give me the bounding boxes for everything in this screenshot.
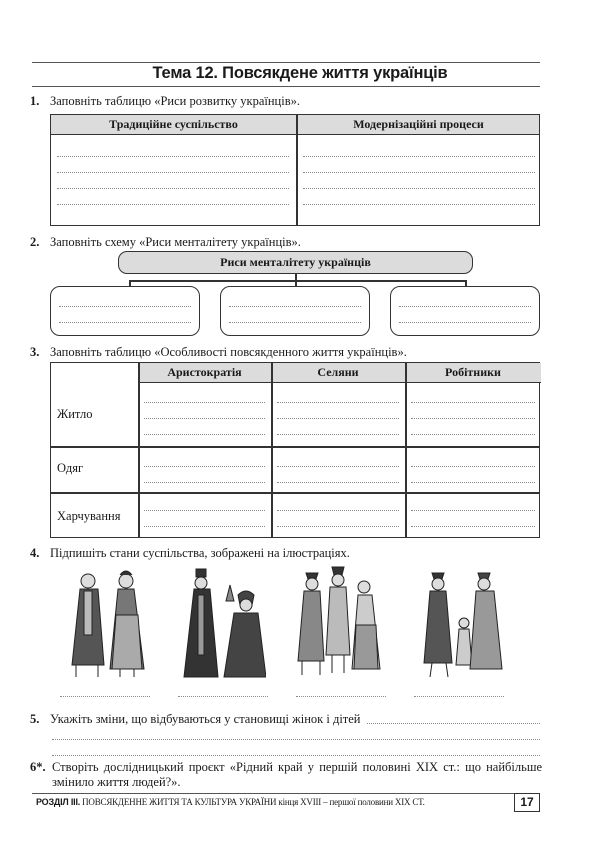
footer-text: ПОВСЯКДЕННЕ ЖИТТЯ ТА КУЛЬТУРА УКРАЇНИ кінця XVIII – першої половини XIX СТ. <box>82 797 425 807</box>
page-title: Тема 12. Повсякдене життя українців <box>152 64 448 82</box>
question-text: Укажіть зміни, що відбуваються у становищі жінок і дітей <box>50 712 361 726</box>
footer-section: РОЗДІЛ ІІІ. <box>36 797 81 807</box>
footer <box>36 797 425 807</box>
caption-line-4[interactable] <box>414 696 504 697</box>
cell-food-workers[interactable] <box>411 495 535 527</box>
question-text: Заповніть таблицю «Риси розвитку українців». <box>50 94 300 108</box>
caption-line-2[interactable] <box>178 696 268 697</box>
cell-clothing-aristocracy[interactable] <box>144 451 265 483</box>
question-text: Підпишіть стани суспільства, зображені на ілюстраціях. <box>50 546 350 560</box>
question-number: 3. <box>30 345 40 359</box>
trait-box-3[interactable] <box>390 286 540 336</box>
question-number: 4. <box>30 546 40 560</box>
header-traditional-society: Традиційне суспільство <box>109 117 238 131</box>
question-2 <box>30 235 301 250</box>
trait-box-1[interactable] <box>50 286 200 336</box>
question-1 <box>30 94 300 109</box>
daily-life-table <box>50 362 540 538</box>
question-4 <box>30 546 350 561</box>
page-number: 17 <box>514 793 540 812</box>
row-label-food: Харчування <box>57 509 121 523</box>
cell-housing-aristocracy[interactable] <box>144 387 265 435</box>
question-3 <box>30 345 407 360</box>
cell-housing-peasants[interactable] <box>277 387 399 435</box>
row-label-clothing: Одяг <box>57 461 84 475</box>
header-peasants: Селяни <box>317 365 359 379</box>
header-aristocracy: Аристократія <box>167 365 242 379</box>
question-number: 1. <box>30 94 40 108</box>
scheme-title: Риси менталітету українців <box>118 251 473 274</box>
question-number: 6*. <box>30 760 46 774</box>
question-text: Заповніть схему «Риси менталітету українців». <box>50 235 301 249</box>
answer-line[interactable] <box>367 712 541 724</box>
header-modernization: Модернізаційні процеси <box>353 117 484 131</box>
question-number: 2. <box>30 235 40 249</box>
illustration-couple <box>58 565 158 685</box>
answer-lines-q5[interactable] <box>52 724 540 756</box>
question-number: 5. <box>30 712 40 726</box>
cell-clothing-workers[interactable] <box>411 451 535 483</box>
question-6 <box>30 760 542 790</box>
top-rule <box>32 62 540 63</box>
question-text: Заповніть таблицю «Особливості повсякденного життя українців». <box>50 345 407 359</box>
answer-column-traditional[interactable] <box>57 141 289 205</box>
illustration-clergy <box>176 565 266 685</box>
cell-food-peasants[interactable] <box>277 495 399 527</box>
header-workers: Робітники <box>445 365 501 379</box>
caption-line-3[interactable] <box>296 696 386 697</box>
development-table <box>50 114 540 226</box>
row-label-housing: Житло <box>57 407 93 421</box>
scheme-connector <box>129 280 466 282</box>
cell-clothing-peasants[interactable] <box>277 451 399 483</box>
illustration-family <box>418 565 508 685</box>
caption-line-1[interactable] <box>60 696 150 697</box>
illustration-group <box>292 565 382 685</box>
title-rule <box>32 86 540 87</box>
answer-column-modernization[interactable] <box>303 141 535 205</box>
trait-box-2[interactable] <box>220 286 370 336</box>
cell-housing-workers[interactable] <box>411 387 535 435</box>
cell-food-aristocracy[interactable] <box>144 495 265 527</box>
footer-rule <box>32 793 540 794</box>
question-text: Створіть дослідницький проєкт «Рідний край у першій половині XIX ст.: що найбільше змінило життя людей?». <box>52 760 542 789</box>
